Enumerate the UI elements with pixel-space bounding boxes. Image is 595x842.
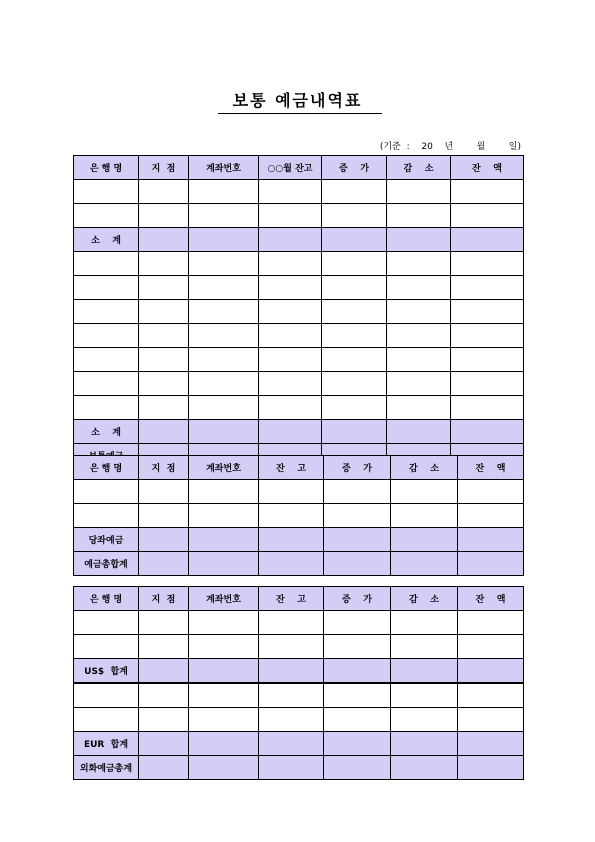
cell[interactable] bbox=[74, 324, 139, 348]
cell[interactable] bbox=[324, 480, 391, 504]
cell[interactable] bbox=[74, 276, 139, 300]
cell[interactable] bbox=[139, 204, 189, 228]
header-bank: 은 행 명 bbox=[74, 156, 139, 180]
header-decrease: 감 소 bbox=[387, 156, 451, 180]
cell[interactable] bbox=[259, 228, 322, 252]
cell[interactable] bbox=[189, 611, 259, 635]
cell[interactable] bbox=[139, 552, 189, 576]
cell[interactable] bbox=[387, 300, 451, 324]
cell[interactable] bbox=[451, 372, 524, 396]
cell[interactable] bbox=[189, 324, 259, 348]
table-row bbox=[74, 324, 524, 348]
table-row bbox=[74, 635, 524, 659]
cell[interactable] bbox=[139, 708, 189, 732]
total-label: 예금총합계 bbox=[74, 552, 139, 576]
cell[interactable] bbox=[74, 611, 139, 635]
cell[interactable] bbox=[259, 732, 324, 756]
foreign-total-label: 외화예금총계 bbox=[74, 756, 139, 780]
header-balance: 잔 액 bbox=[451, 156, 524, 180]
cell[interactable] bbox=[189, 228, 259, 252]
cell[interactable] bbox=[324, 756, 391, 780]
cell[interactable] bbox=[139, 732, 189, 756]
foreign-deposit-table bbox=[73, 586, 524, 780]
cell[interactable] bbox=[324, 552, 391, 576]
page-title: 보통 예금내역표 bbox=[232, 91, 363, 110]
cell[interactable] bbox=[387, 396, 451, 420]
cell[interactable] bbox=[458, 659, 524, 684]
cell[interactable] bbox=[387, 204, 451, 228]
header-month-balance: ○○월 잔고 bbox=[259, 156, 322, 180]
cell[interactable] bbox=[259, 300, 322, 324]
eur-total-label: EUR 합계 bbox=[74, 732, 139, 756]
title-underline bbox=[218, 113, 382, 114]
cell[interactable] bbox=[189, 756, 259, 780]
cell[interactable] bbox=[259, 552, 324, 576]
cell[interactable] bbox=[451, 228, 524, 252]
foreign-total-row bbox=[74, 756, 524, 780]
cell[interactable] bbox=[189, 683, 259, 708]
cell[interactable] bbox=[74, 372, 139, 396]
header-account: 계좌번호 bbox=[189, 156, 259, 180]
cell[interactable] bbox=[189, 708, 259, 732]
cell[interactable] bbox=[451, 276, 524, 300]
subtotal-row bbox=[74, 528, 524, 552]
cell[interactable] bbox=[259, 252, 322, 276]
cell[interactable] bbox=[139, 348, 189, 372]
current-deposit-table bbox=[73, 455, 524, 576]
cell[interactable] bbox=[324, 659, 391, 684]
header-branch: 지 점 bbox=[139, 456, 189, 480]
table-row bbox=[74, 180, 524, 204]
cell[interactable] bbox=[387, 372, 451, 396]
table-row bbox=[74, 396, 524, 420]
cell[interactable] bbox=[322, 396, 387, 420]
cell[interactable] bbox=[139, 324, 189, 348]
cell[interactable] bbox=[189, 659, 259, 684]
cell[interactable] bbox=[391, 504, 458, 528]
cell[interactable] bbox=[139, 396, 189, 420]
cell[interactable] bbox=[139, 276, 189, 300]
header-remaining: 잔 고 bbox=[259, 587, 324, 611]
cell[interactable] bbox=[259, 611, 324, 635]
cell[interactable] bbox=[259, 372, 322, 396]
cell[interactable] bbox=[74, 504, 139, 528]
cell[interactable] bbox=[387, 324, 451, 348]
cell[interactable] bbox=[451, 252, 524, 276]
cell[interactable] bbox=[322, 252, 387, 276]
cell[interactable] bbox=[189, 348, 259, 372]
cell[interactable] bbox=[391, 659, 458, 684]
cell[interactable] bbox=[259, 528, 324, 552]
cell[interactable] bbox=[189, 396, 259, 420]
cell[interactable] bbox=[259, 635, 324, 659]
cell[interactable] bbox=[324, 708, 391, 732]
cell[interactable] bbox=[458, 756, 524, 780]
header-increase: 증 가 bbox=[324, 456, 391, 480]
table-row bbox=[74, 204, 524, 228]
cell[interactable] bbox=[259, 504, 324, 528]
table-row bbox=[74, 276, 524, 300]
cell[interactable] bbox=[139, 228, 189, 252]
table-row bbox=[74, 300, 524, 324]
cell[interactable] bbox=[139, 504, 189, 528]
header-row bbox=[74, 456, 524, 480]
table-row bbox=[74, 348, 524, 372]
usd-total-row bbox=[74, 659, 524, 684]
header-row bbox=[74, 587, 524, 611]
ordinary-deposit-table bbox=[73, 155, 524, 468]
cell[interactable] bbox=[189, 552, 259, 576]
cell[interactable] bbox=[189, 504, 259, 528]
cell[interactable] bbox=[259, 420, 322, 444]
cell[interactable] bbox=[189, 528, 259, 552]
cell[interactable] bbox=[451, 348, 524, 372]
cell[interactable] bbox=[458, 708, 524, 732]
cell[interactable] bbox=[74, 180, 139, 204]
header-account: 계좌번호 bbox=[189, 456, 259, 480]
cell[interactable] bbox=[139, 252, 189, 276]
cell[interactable] bbox=[259, 480, 324, 504]
cell[interactable] bbox=[451, 324, 524, 348]
table-row bbox=[74, 708, 524, 732]
cell[interactable] bbox=[74, 635, 139, 659]
cell[interactable] bbox=[458, 683, 524, 708]
cell[interactable] bbox=[391, 552, 458, 576]
cell[interactable] bbox=[139, 372, 189, 396]
cell[interactable] bbox=[458, 635, 524, 659]
header-increase: 증 가 bbox=[322, 156, 387, 180]
header-row bbox=[74, 156, 524, 180]
cell[interactable] bbox=[458, 504, 524, 528]
subtotal-label: 소 계 bbox=[74, 420, 139, 444]
subtotal-row bbox=[74, 228, 524, 252]
cell[interactable] bbox=[139, 480, 189, 504]
table-row bbox=[74, 480, 524, 504]
total-row bbox=[74, 552, 524, 576]
cell[interactable] bbox=[391, 528, 458, 552]
cell[interactable] bbox=[324, 732, 391, 756]
cell[interactable] bbox=[259, 708, 324, 732]
subtotal-row bbox=[74, 420, 524, 444]
table-row bbox=[74, 611, 524, 635]
cell[interactable] bbox=[74, 396, 139, 420]
cell[interactable] bbox=[322, 276, 387, 300]
cell[interactable] bbox=[391, 756, 458, 780]
eur-total-row bbox=[74, 732, 524, 756]
cell[interactable] bbox=[322, 204, 387, 228]
cell[interactable] bbox=[189, 732, 259, 756]
cell[interactable] bbox=[387, 228, 451, 252]
cell[interactable] bbox=[387, 420, 451, 444]
date-line: (기준 : 20 년 월 일) bbox=[379, 142, 521, 152]
cell[interactable] bbox=[391, 480, 458, 504]
cell[interactable] bbox=[74, 708, 139, 732]
header-remaining: 잔 고 bbox=[259, 456, 324, 480]
cell[interactable] bbox=[322, 348, 387, 372]
cell[interactable] bbox=[139, 756, 189, 780]
cell[interactable] bbox=[451, 420, 524, 444]
cell[interactable] bbox=[259, 659, 324, 684]
header-branch: 지 점 bbox=[139, 156, 189, 180]
header-decrease: 감 소 bbox=[391, 456, 458, 480]
usd-total-label: US$ 합계 bbox=[74, 659, 139, 684]
cell[interactable] bbox=[189, 480, 259, 504]
cell[interactable] bbox=[458, 480, 524, 504]
cell[interactable] bbox=[322, 372, 387, 396]
cell[interactable] bbox=[74, 480, 139, 504]
subtotal-label: 소 계 bbox=[74, 228, 139, 252]
cell[interactable] bbox=[189, 252, 259, 276]
cell[interactable] bbox=[259, 204, 322, 228]
cell[interactable] bbox=[259, 683, 324, 708]
table-row bbox=[74, 252, 524, 276]
cell[interactable] bbox=[139, 180, 189, 204]
cell[interactable] bbox=[259, 348, 322, 372]
cell[interactable] bbox=[387, 252, 451, 276]
cell[interactable] bbox=[259, 324, 322, 348]
table-row bbox=[74, 683, 524, 708]
cell[interactable] bbox=[139, 420, 189, 444]
header-balance: 잔 액 bbox=[458, 456, 524, 480]
cell[interactable] bbox=[189, 204, 259, 228]
cell[interactable] bbox=[322, 228, 387, 252]
cell[interactable] bbox=[387, 348, 451, 372]
cell[interactable] bbox=[189, 420, 259, 444]
cell[interactable] bbox=[324, 683, 391, 708]
cell[interactable] bbox=[451, 204, 524, 228]
cell[interactable] bbox=[189, 180, 259, 204]
cell[interactable] bbox=[458, 732, 524, 756]
cell[interactable] bbox=[458, 552, 524, 576]
cell[interactable] bbox=[451, 180, 524, 204]
cell[interactable] bbox=[451, 300, 524, 324]
cell[interactable] bbox=[189, 372, 259, 396]
cell[interactable] bbox=[324, 504, 391, 528]
cell[interactable] bbox=[391, 635, 458, 659]
header-increase: 증 가 bbox=[324, 587, 391, 611]
cell[interactable] bbox=[322, 324, 387, 348]
cell[interactable] bbox=[139, 300, 189, 324]
cell[interactable] bbox=[387, 180, 451, 204]
cell[interactable] bbox=[324, 611, 391, 635]
cell[interactable] bbox=[139, 683, 189, 708]
cell[interactable] bbox=[74, 348, 139, 372]
cell[interactable] bbox=[458, 611, 524, 635]
header-bank: 은 행 명 bbox=[74, 456, 139, 480]
cell[interactable] bbox=[189, 635, 259, 659]
cell[interactable] bbox=[139, 635, 189, 659]
cell[interactable] bbox=[324, 528, 391, 552]
cell[interactable] bbox=[259, 276, 322, 300]
cell[interactable] bbox=[189, 300, 259, 324]
cell[interactable] bbox=[391, 708, 458, 732]
cell[interactable] bbox=[458, 528, 524, 552]
cell[interactable] bbox=[324, 635, 391, 659]
cell[interactable] bbox=[189, 276, 259, 300]
header-balance: 잔 액 bbox=[458, 587, 524, 611]
cell[interactable] bbox=[74, 204, 139, 228]
table-row bbox=[74, 504, 524, 528]
header-decrease: 감 소 bbox=[391, 587, 458, 611]
cell[interactable] bbox=[322, 180, 387, 204]
cell[interactable] bbox=[387, 276, 451, 300]
cell[interactable] bbox=[391, 611, 458, 635]
header-bank: 은 행 명 bbox=[74, 587, 139, 611]
subtotal-label: 당좌예금 bbox=[74, 528, 139, 552]
cell[interactable] bbox=[259, 756, 324, 780]
header-branch: 지 점 bbox=[139, 587, 189, 611]
cell[interactable] bbox=[391, 732, 458, 756]
cell[interactable] bbox=[139, 659, 189, 684]
cell[interactable] bbox=[259, 180, 322, 204]
cell[interactable] bbox=[74, 300, 139, 324]
cell[interactable] bbox=[391, 683, 458, 708]
header-account: 계좌번호 bbox=[189, 587, 259, 611]
cell[interactable] bbox=[74, 252, 139, 276]
cell[interactable] bbox=[259, 396, 322, 420]
cell[interactable] bbox=[322, 300, 387, 324]
cell[interactable] bbox=[74, 683, 139, 708]
cell[interactable] bbox=[322, 420, 387, 444]
table-row bbox=[74, 372, 524, 396]
cell[interactable] bbox=[451, 396, 524, 420]
cell[interactable] bbox=[139, 611, 189, 635]
cell[interactable] bbox=[139, 528, 189, 552]
